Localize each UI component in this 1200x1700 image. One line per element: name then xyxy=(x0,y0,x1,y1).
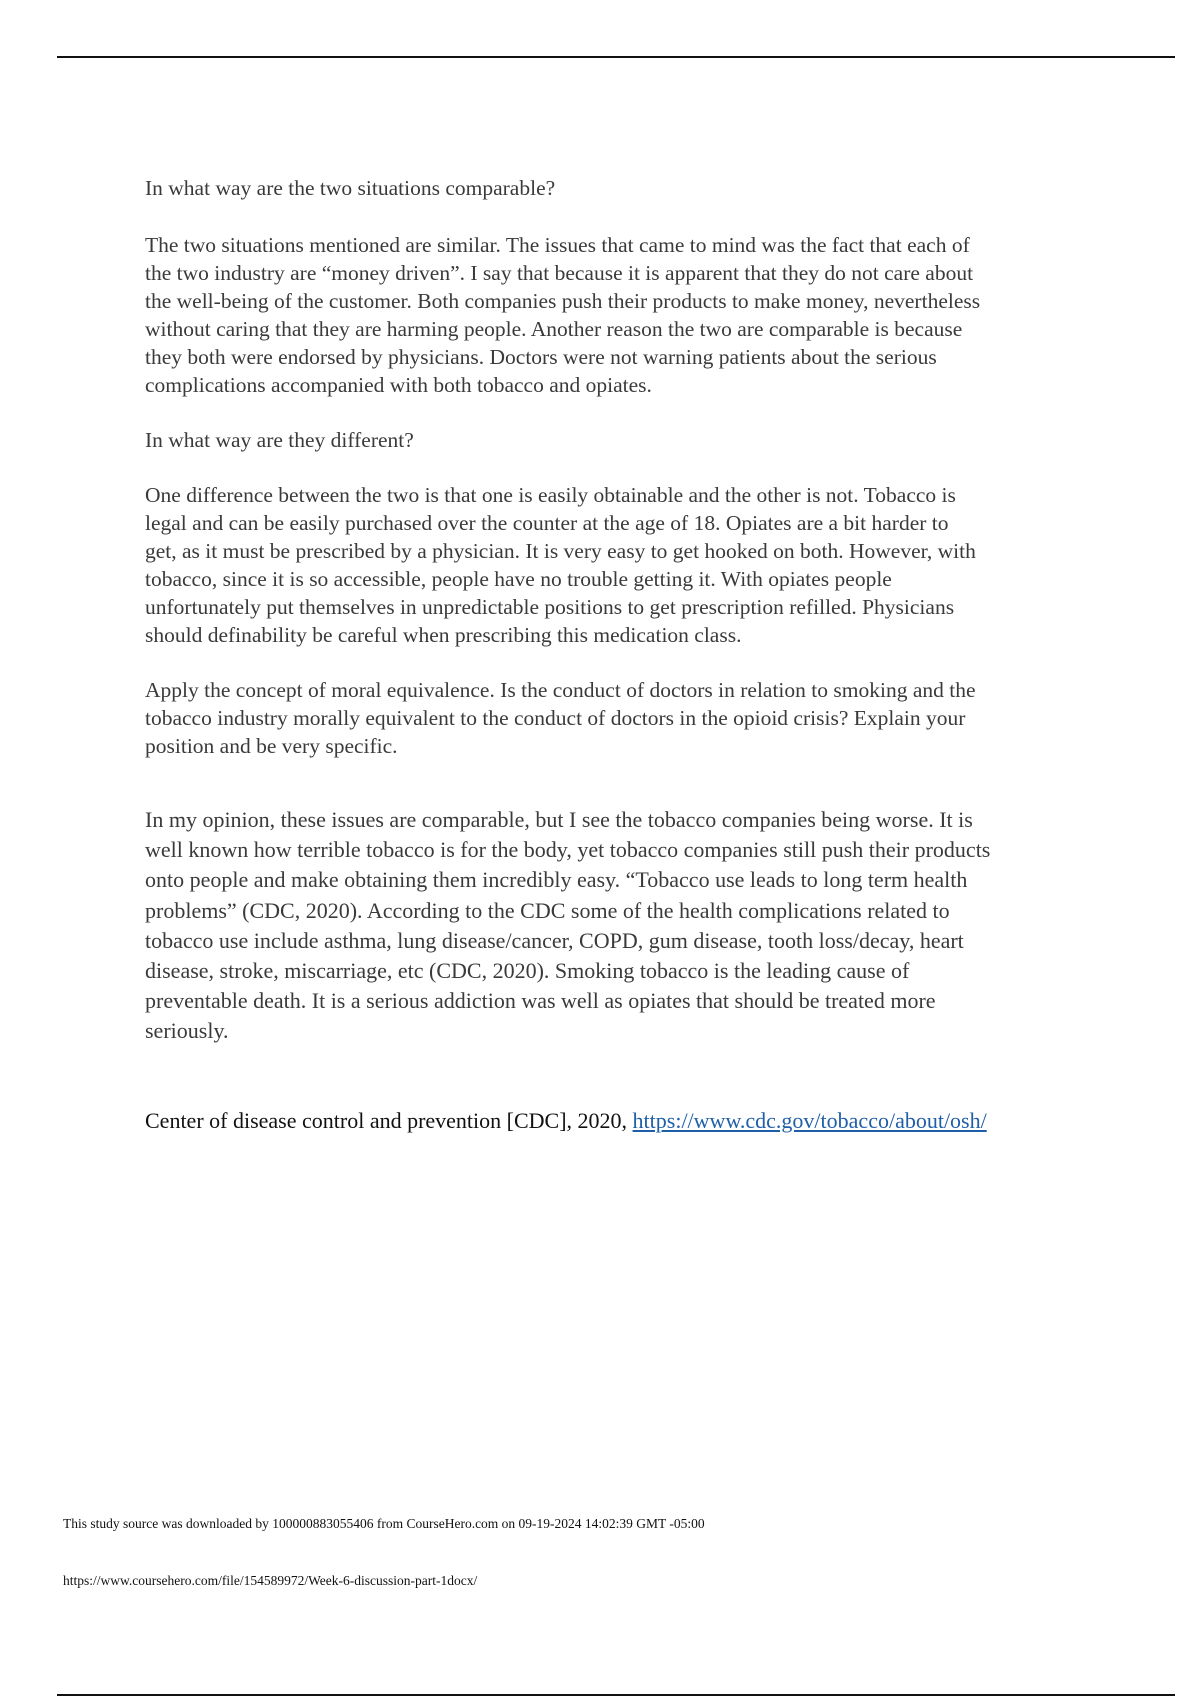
text-line: seriously. xyxy=(145,1018,229,1044)
top-rule xyxy=(57,56,1175,58)
question-text: In what way are the two situations comparable? xyxy=(145,176,556,200)
citation-text: Center of disease control and prevention [CDC], 2020, xyxy=(145,1108,633,1133)
text-line: One difference between the two is that one is easily obtainable and the other is not. Tobacco is xyxy=(145,483,956,507)
text-line: without caring that they are harming people. Another reason the two are comparable is because xyxy=(145,317,963,341)
text-line: onto people and make obtaining them incredibly easy. “Tobacco use leads to long term health xyxy=(145,867,968,893)
download-notice: This study source was downloaded by 100000883055406 from CourseHero.com on 09-19-2024 14:02:39 GMT -05:00 xyxy=(63,1516,705,1531)
text-line: The two situations mentioned are similar. The issues that came to mind was the fact that each of xyxy=(145,233,970,257)
text-line: Apply the concept of moral equivalence. Is the conduct of doctors in relation to smoking and the xyxy=(145,678,976,702)
citation-link[interactable]: https://www.cdc.gov/tobacco/about/osh/ xyxy=(632,1108,987,1133)
text-line: disease, stroke, miscarriage, etc (CDC, 2020). Smoking tobacco is the leading cause of xyxy=(145,957,910,983)
text-line: the two industry are “money driven”. I say that because it is apparent that they do not care about xyxy=(145,261,974,285)
paragraph-comparable xyxy=(145,231,980,399)
question-text: In what way are they different? xyxy=(145,428,414,452)
text-line: position and be very specific. xyxy=(145,734,398,758)
question-comparable xyxy=(145,174,555,202)
paragraph-different xyxy=(145,481,976,649)
text-line: legal and can be easily purchased over the counter at the age of 18. Opiates are a bit harder to xyxy=(145,511,949,535)
text-line: preventable death. It is a serious addiction was well as opiates that should be treated more xyxy=(145,988,936,1014)
question-moral-equivalence xyxy=(145,676,976,760)
text-line: should definability be careful when prescribing this medication class. xyxy=(145,623,742,647)
text-line: problems” (CDC, 2020). According to the CDC some of the health complications related to xyxy=(145,897,950,923)
text-line: tobacco, since it is so accessible, people have no trouble getting it. With opiates people xyxy=(145,567,892,591)
text-line: get, as it must be prescribed by a physician. It is very easy to get hooked on both. However, with xyxy=(145,539,976,563)
text-line: unfortunately put themselves in unpredictable positions to get prescription refilled. Physicians xyxy=(145,595,955,619)
text-line: complications accompanied with both tobacco and opiates. xyxy=(145,373,652,397)
text-line: In my opinion, these issues are comparable, but I see the tobacco companies being worse. It is xyxy=(145,807,973,832)
question-different xyxy=(145,426,414,454)
citation xyxy=(145,1108,987,1134)
text-line: tobacco use include asthma, lung disease/cancer, COPD, gum disease, tooth loss/decay, heart xyxy=(145,927,964,953)
text-line: tobacco industry morally equivalent to the conduct of doctors in the opioid crisis? Explain your xyxy=(145,706,966,730)
source-url: https://www.coursehero.com/file/154589972/Week-6-discussion-part-1docx/ xyxy=(63,1573,478,1588)
text-line: well known how terrible tobacco is for the body, yet tobacco companies still push their products xyxy=(145,837,991,863)
bottom-rule xyxy=(57,1694,1175,1696)
text-line: the well-being of the customer. Both companies push their products to make money, nevertheless xyxy=(145,289,981,313)
paragraph-opinion xyxy=(145,805,990,1047)
text-line: they both were endorsed by physicians. Doctors were not warning patients about the serious xyxy=(145,345,937,369)
